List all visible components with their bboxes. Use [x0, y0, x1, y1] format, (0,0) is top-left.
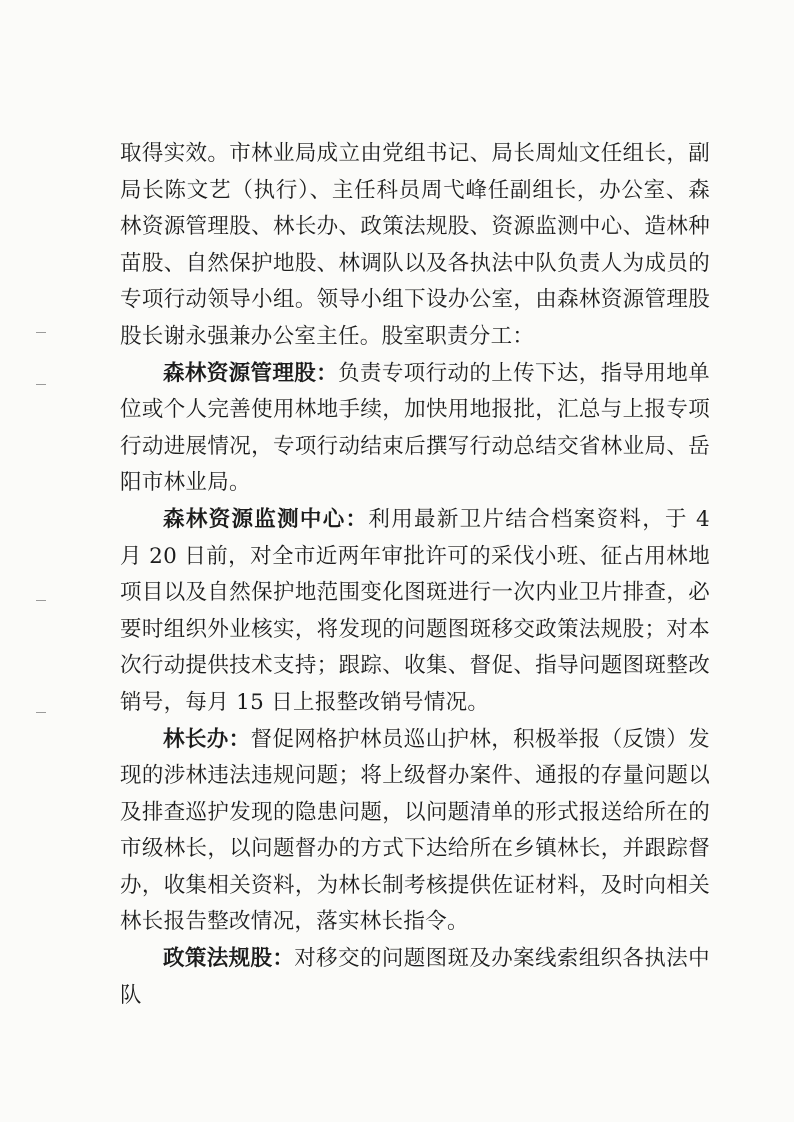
paragraph-text: 负责专项行动的上传下达，指导用地单位或个人完善使用林地手续，加快用地报批，汇总与上报专项行动进展情况，专项行动结束后撰写行动总结交省林业局、岳阳市林业局。 — [120, 360, 710, 496]
paragraph-text: 督促网格护林员巡山护林，积极举报（反馈）发现的涉林违法违规问题；将上级督办案件、通报的存量问题以及排查巡护发现的隐患问题，以问题清单的形式报送给所在的市级林长，以问题督办的方式下达给所在乡镇林长，并跟踪督办，收集相关资料，为林长制考核提供佐证材料，及时向相关林长报告整改情况，落实林长指令。 — [120, 726, 710, 935]
margin-mark — [36, 332, 46, 333]
paragraph-text: 对移交的问题图斑及办案线索组织各执法中队 — [120, 946, 710, 1008]
paragraph-lead: 森林资源监测中心： — [163, 506, 369, 532]
paragraph-policy-law — [120, 941, 710, 1014]
paragraph-text: 利用最新卫片结合档案资料，于 4 月 20 日前，对全市近两年审批许可的采伐小班、征占用林地项目以及自然保护地范围变化图斑进行一次内业卫片排查，必要时组织外业核实，将发现的问题图斑移交政策法规股；对本次行动提供技术支持；跟踪、收集、督促、指导问题图斑整改销号，每月 15 日上报整改销号情况。 — [120, 506, 710, 715]
margin-mark — [36, 712, 46, 713]
paragraph-lead: 政策法规股： — [163, 946, 295, 972]
paragraph-intro — [120, 136, 710, 356]
margin-mark — [36, 384, 46, 385]
paragraph-text: 取得实效。市林业局成立由党组书记、局长周灿文任组长，副局长陈文艺（执行）、主任科员周弋峰任副组长，办公室、森林资源管理股、林长办、政策法规股、资源监测中心、造林种苗股、自然保护地股、林调队以及各执法中队负责人为成员的专项行动领导小组。领导小组下设办公室，由森林资源管理股股长谢永强兼办公室主任。股室职责分工： — [120, 141, 710, 349]
paragraph-lead: 森林资源管理股： — [163, 360, 339, 386]
paragraph-forest-resource-management — [120, 356, 710, 502]
paragraph-forest-chief-office — [120, 722, 710, 942]
document-page — [120, 136, 710, 1014]
paragraph-monitoring-center — [120, 502, 710, 722]
margin-mark — [36, 600, 46, 601]
paragraph-lead: 林长办： — [163, 726, 251, 752]
